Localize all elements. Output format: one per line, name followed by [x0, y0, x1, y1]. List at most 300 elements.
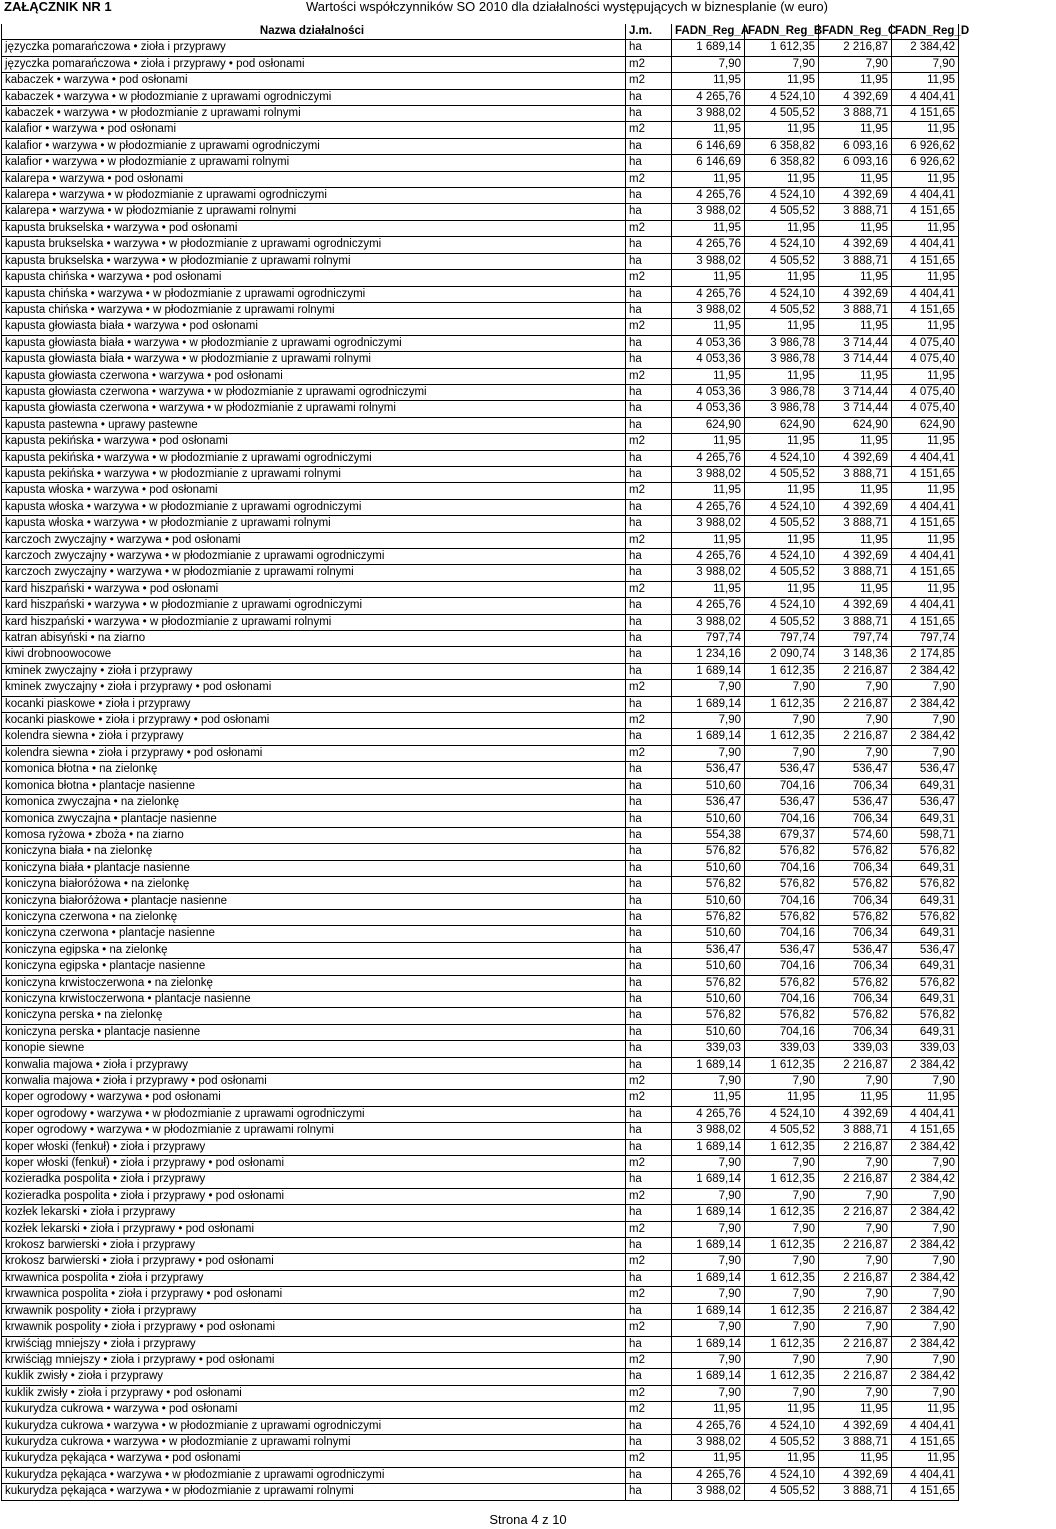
table-row: [2, 89, 959, 105]
table-row: [2, 1057, 959, 1073]
value-reg-a-cell: 7,90: [672, 1287, 745, 1303]
table-row: [2, 663, 959, 679]
activity-name-cell: krwawnik pospolity • zioła i przyprawy • pod osłonami: [2, 1320, 626, 1336]
table-row: [2, 745, 959, 761]
unit-cell: ha: [626, 204, 672, 220]
table-row: [2, 1139, 959, 1155]
table-row: [2, 549, 959, 565]
unit-cell: m2: [626, 483, 672, 499]
activity-name-cell: kapusta włoska • warzywa • pod osłonami: [2, 483, 626, 499]
value-reg-a-cell: 339,03: [672, 1041, 745, 1057]
value-reg-a-cell: 576,82: [672, 877, 745, 893]
value-reg-b-cell: 4 524,10: [745, 1418, 819, 1434]
value-reg-d-cell: 649,31: [892, 1024, 959, 1040]
value-reg-b-cell: 11,95: [745, 220, 819, 236]
value-reg-b-cell: 1 612,35: [745, 40, 819, 56]
table-row: [2, 302, 959, 318]
activity-name-cell: konwalia majowa • zioła i przyprawy • pod osłonami: [2, 1074, 626, 1090]
unit-cell: ha: [626, 877, 672, 893]
value-reg-d-cell: 4 075,40: [892, 335, 959, 351]
value-reg-b-cell: 1 612,35: [745, 1172, 819, 1188]
value-reg-c-cell: 706,34: [819, 778, 892, 794]
value-reg-c-cell: 2 216,87: [819, 663, 892, 679]
value-reg-c-cell: 576,82: [819, 844, 892, 860]
value-reg-d-cell: 649,31: [892, 811, 959, 827]
value-reg-a-cell: 11,95: [672, 483, 745, 499]
value-reg-a-cell: 4 265,76: [672, 188, 745, 204]
activity-name-cell: kalarepa • warzywa • w płodozmianie z uprawami rolnymi: [2, 204, 626, 220]
value-reg-a-cell: 624,90: [672, 417, 745, 433]
value-reg-c-cell: 11,95: [819, 532, 892, 548]
value-reg-d-cell: 649,31: [892, 926, 959, 942]
value-reg-b-cell: 4 505,52: [745, 106, 819, 122]
value-reg-d-cell: 649,31: [892, 860, 959, 876]
value-reg-a-cell: 11,95: [672, 171, 745, 187]
value-reg-a-cell: 11,95: [672, 1402, 745, 1418]
activity-name-cell: koniczyna egipska • na zielonkę: [2, 942, 626, 958]
activity-name-cell: krokosz barwierski • zioła i przyprawy: [2, 1238, 626, 1254]
value-reg-d-cell: 7,90: [892, 1385, 959, 1401]
value-reg-c-cell: 11,95: [819, 319, 892, 335]
table-row: [2, 1418, 959, 1434]
value-reg-d-cell: 4 404,41: [892, 1418, 959, 1434]
value-reg-b-cell: 3 986,78: [745, 401, 819, 417]
table-row: [2, 713, 959, 729]
value-reg-a-cell: 7,90: [672, 1188, 745, 1204]
value-reg-d-cell: 11,95: [892, 483, 959, 499]
value-reg-d-cell: 2 384,42: [892, 1270, 959, 1286]
value-reg-c-cell: 2 216,87: [819, 729, 892, 745]
activity-name-cell: kalafior • warzywa • w płodozmianie z uprawami ogrodniczymi: [2, 138, 626, 154]
table-row: [2, 909, 959, 925]
value-reg-c-cell: 4 392,69: [819, 1106, 892, 1122]
table-row: [2, 73, 959, 89]
value-reg-d-cell: 2 384,42: [892, 40, 959, 56]
value-reg-a-cell: 7,90: [672, 713, 745, 729]
column-header-unit: J.m.: [626, 24, 672, 40]
value-reg-c-cell: 7,90: [819, 1221, 892, 1237]
value-reg-a-cell: 576,82: [672, 844, 745, 860]
value-reg-d-cell: 4 075,40: [892, 352, 959, 368]
table-row: [2, 1106, 959, 1122]
activity-name-cell: kabaczek • warzywa • pod osłonami: [2, 73, 626, 89]
column-header-reg-d: FADN_Reg_D: [892, 24, 959, 40]
value-reg-a-cell: 1 689,14: [672, 1270, 745, 1286]
unit-cell: ha: [626, 844, 672, 860]
value-reg-c-cell: 706,34: [819, 1024, 892, 1040]
value-reg-a-cell: 1 689,14: [672, 1139, 745, 1155]
activity-name-cell: kukurydza cukrowa • warzywa • w płodozmianie z uprawami rolnymi: [2, 1434, 626, 1450]
value-reg-c-cell: 3 888,71: [819, 106, 892, 122]
activity-name-cell: karczoch zwyczajny • warzywa • w płodozmianie z uprawami ogrodniczymi: [2, 549, 626, 565]
value-reg-c-cell: 3 888,71: [819, 614, 892, 630]
value-reg-d-cell: 11,95: [892, 319, 959, 335]
value-reg-d-cell: 4 404,41: [892, 188, 959, 204]
value-reg-a-cell: 7,90: [672, 1254, 745, 1270]
value-reg-b-cell: 624,90: [745, 417, 819, 433]
value-reg-a-cell: 4 265,76: [672, 1418, 745, 1434]
table-row: [2, 122, 959, 138]
table-row: [2, 40, 959, 56]
unit-cell: ha: [626, 1434, 672, 1450]
value-reg-d-cell: 11,95: [892, 434, 959, 450]
value-reg-c-cell: 4 392,69: [819, 499, 892, 515]
unit-cell: ha: [626, 450, 672, 466]
value-reg-a-cell: 510,60: [672, 926, 745, 942]
value-reg-b-cell: 3 986,78: [745, 352, 819, 368]
value-reg-d-cell: 339,03: [892, 1041, 959, 1057]
table-row: [2, 860, 959, 876]
value-reg-a-cell: 576,82: [672, 909, 745, 925]
value-reg-b-cell: 704,16: [745, 991, 819, 1007]
value-reg-a-cell: 6 146,69: [672, 138, 745, 154]
value-reg-b-cell: 1 612,35: [745, 696, 819, 712]
activity-name-cell: kapusta brukselska • warzywa • w płodozmianie z uprawami rolnymi: [2, 253, 626, 269]
value-reg-d-cell: 576,82: [892, 844, 959, 860]
value-reg-b-cell: 4 524,10: [745, 549, 819, 565]
value-reg-a-cell: 510,60: [672, 860, 745, 876]
unit-cell: ha: [626, 696, 672, 712]
value-reg-c-cell: 3 714,44: [819, 352, 892, 368]
value-reg-b-cell: 704,16: [745, 926, 819, 942]
activity-name-cell: kozieradka pospolita • zioła i przyprawy • pod osłonami: [2, 1188, 626, 1204]
value-reg-a-cell: 510,60: [672, 778, 745, 794]
value-reg-d-cell: 6 926,62: [892, 155, 959, 171]
value-reg-a-cell: 1 689,14: [672, 663, 745, 679]
activity-name-cell: koper ogrodowy • warzywa • w płodozmianie z uprawami rolnymi: [2, 1123, 626, 1139]
table-row: [2, 991, 959, 1007]
table-row: [2, 237, 959, 253]
table-row: [2, 171, 959, 187]
value-reg-c-cell: 2 216,87: [819, 1139, 892, 1155]
unit-cell: m2: [626, 1090, 672, 1106]
value-reg-d-cell: 4 404,41: [892, 89, 959, 105]
unit-cell: ha: [626, 1123, 672, 1139]
value-reg-c-cell: 11,95: [819, 220, 892, 236]
value-reg-c-cell: 7,90: [819, 680, 892, 696]
value-reg-c-cell: 2 216,87: [819, 1205, 892, 1221]
value-reg-b-cell: 4 524,10: [745, 450, 819, 466]
table-row: [2, 926, 959, 942]
value-reg-b-cell: 1 612,35: [745, 1139, 819, 1155]
activity-name-cell: krwawnica pospolita • zioła i przyprawy: [2, 1270, 626, 1286]
unit-cell: m2: [626, 56, 672, 72]
activity-name-cell: koniczyna czerwona • na zielonkę: [2, 909, 626, 925]
table-row: [2, 434, 959, 450]
activity-name-cell: kukurydza cukrowa • warzywa • w płodozmianie z uprawami ogrodniczymi: [2, 1418, 626, 1434]
unit-cell: m2: [626, 1188, 672, 1204]
value-reg-d-cell: 576,82: [892, 877, 959, 893]
unit-cell: m2: [626, 1074, 672, 1090]
value-reg-a-cell: 510,60: [672, 1024, 745, 1040]
value-reg-a-cell: 797,74: [672, 631, 745, 647]
activity-name-cell: kalarepa • warzywa • pod osłonami: [2, 171, 626, 187]
activity-name-cell: kozieradka pospolita • zioła i przyprawy: [2, 1172, 626, 1188]
activity-name-cell: języczka pomarańczowa • zioła i przyprawy • pod osłonami: [2, 56, 626, 72]
value-reg-a-cell: 3 988,02: [672, 253, 745, 269]
value-reg-d-cell: 4 404,41: [892, 450, 959, 466]
value-reg-c-cell: 11,95: [819, 1090, 892, 1106]
table-row: [2, 1352, 959, 1368]
unit-cell: ha: [626, 762, 672, 778]
value-reg-b-cell: 2 090,74: [745, 647, 819, 663]
value-reg-c-cell: 4 392,69: [819, 286, 892, 302]
value-reg-b-cell: 11,95: [745, 1090, 819, 1106]
value-reg-a-cell: 536,47: [672, 942, 745, 958]
unit-cell: ha: [626, 647, 672, 663]
value-reg-a-cell: 1 689,14: [672, 696, 745, 712]
activity-name-cell: kapusta włoska • warzywa • w płodozmianie z uprawami ogrodniczymi: [2, 499, 626, 515]
table-row: [2, 680, 959, 696]
unit-cell: ha: [626, 1238, 672, 1254]
activity-name-cell: kapusta pastewna • uprawy pastewne: [2, 417, 626, 433]
table-row: [2, 155, 959, 171]
value-reg-b-cell: 6 358,82: [745, 138, 819, 154]
table-row: [2, 1074, 959, 1090]
activity-name-cell: karczoch zwyczajny • warzywa • pod osłonami: [2, 532, 626, 548]
value-reg-b-cell: 4 505,52: [745, 516, 819, 532]
value-reg-a-cell: 3 988,02: [672, 1123, 745, 1139]
value-reg-b-cell: 1 612,35: [745, 663, 819, 679]
value-reg-b-cell: 7,90: [745, 680, 819, 696]
value-reg-b-cell: 1 612,35: [745, 729, 819, 745]
activity-name-cell: języczka pomarańczowa • zioła i przyprawy: [2, 40, 626, 56]
value-reg-a-cell: 7,90: [672, 745, 745, 761]
activity-name-cell: kabaczek • warzywa • w płodozmianie z uprawami rolnymi: [2, 106, 626, 122]
unit-cell: m2: [626, 368, 672, 384]
value-reg-d-cell: 4 404,41: [892, 237, 959, 253]
value-reg-a-cell: 11,95: [672, 1451, 745, 1467]
value-reg-a-cell: 1 689,14: [672, 1369, 745, 1385]
column-header-reg-c: FADN_Reg_C: [819, 24, 892, 40]
table-row: [2, 532, 959, 548]
unit-cell: ha: [626, 237, 672, 253]
activity-name-cell: koniczyna białoróżowa • plantacje nasienne: [2, 893, 626, 909]
value-reg-c-cell: 3 714,44: [819, 401, 892, 417]
activity-name-cell: komosa ryżowa • zboża • na ziarno: [2, 827, 626, 843]
table-row: [2, 647, 959, 663]
value-reg-a-cell: 536,47: [672, 795, 745, 811]
table-row: [2, 975, 959, 991]
activity-name-cell: koper ogrodowy • warzywa • w płodozmianie z uprawami ogrodniczymi: [2, 1106, 626, 1122]
value-reg-d-cell: 4 151,65: [892, 106, 959, 122]
value-reg-d-cell: 7,90: [892, 1221, 959, 1237]
table-row: [2, 696, 959, 712]
value-reg-b-cell: 11,95: [745, 434, 819, 450]
activity-name-cell: kabaczek • warzywa • w płodozmianie z uprawami ogrodniczymi: [2, 89, 626, 105]
activity-name-cell: kiwi drobnoowocowe: [2, 647, 626, 663]
table-row: [2, 1024, 959, 1040]
value-reg-b-cell: 1 612,35: [745, 1336, 819, 1352]
value-reg-b-cell: 4 505,52: [745, 253, 819, 269]
value-reg-b-cell: 4 524,10: [745, 89, 819, 105]
value-reg-d-cell: 4 151,65: [892, 1434, 959, 1450]
unit-cell: m2: [626, 1221, 672, 1237]
unit-cell: ha: [626, 1172, 672, 1188]
value-reg-c-cell: 706,34: [819, 811, 892, 827]
value-reg-a-cell: 4 053,36: [672, 352, 745, 368]
value-reg-d-cell: 797,74: [892, 631, 959, 647]
value-reg-a-cell: 510,60: [672, 991, 745, 1007]
activity-name-cell: kukurydza cukrowa • warzywa • pod osłonami: [2, 1402, 626, 1418]
column-header-reg-b: FADN_Reg_B: [745, 24, 819, 40]
table-row: [2, 1303, 959, 1319]
activity-name-cell: kukurydza pękająca • warzywa • pod osłonami: [2, 1451, 626, 1467]
value-reg-d-cell: 2 384,42: [892, 1057, 959, 1073]
value-reg-b-cell: 11,95: [745, 122, 819, 138]
value-reg-c-cell: 3 714,44: [819, 335, 892, 351]
unit-cell: ha: [626, 1139, 672, 1155]
table-row: [2, 1188, 959, 1204]
value-reg-d-cell: 576,82: [892, 1008, 959, 1024]
table-row: [2, 1156, 959, 1172]
value-reg-c-cell: 574,60: [819, 827, 892, 843]
table-row: [2, 499, 959, 515]
value-reg-b-cell: 11,95: [745, 1402, 819, 1418]
unit-cell: ha: [626, 466, 672, 482]
value-reg-d-cell: 2 384,42: [892, 1303, 959, 1319]
value-reg-a-cell: 11,95: [672, 220, 745, 236]
activity-name-cell: kapusta głowiasta biała • warzywa • pod osłonami: [2, 319, 626, 335]
activity-name-cell: kapusta włoska • warzywa • w płodozmianie z uprawami rolnymi: [2, 516, 626, 532]
table-row: [2, 1008, 959, 1024]
value-reg-b-cell: 3 986,78: [745, 335, 819, 351]
value-reg-d-cell: 7,90: [892, 1352, 959, 1368]
value-reg-c-cell: 11,95: [819, 122, 892, 138]
table-row: [2, 106, 959, 122]
value-reg-c-cell: 7,90: [819, 1385, 892, 1401]
value-reg-c-cell: 11,95: [819, 1402, 892, 1418]
value-reg-b-cell: 7,90: [745, 1352, 819, 1368]
table-row: [2, 483, 959, 499]
activity-name-cell: koper ogrodowy • warzywa • pod osłonami: [2, 1090, 626, 1106]
unit-cell: m2: [626, 713, 672, 729]
unit-cell: ha: [626, 1418, 672, 1434]
value-reg-d-cell: 2 384,42: [892, 663, 959, 679]
value-reg-a-cell: 3 988,02: [672, 302, 745, 318]
unit-cell: m2: [626, 1385, 672, 1401]
table-row: [2, 417, 959, 433]
value-reg-b-cell: 704,16: [745, 811, 819, 827]
activity-name-cell: kuklik zwisły • zioła i przyprawy • pod osłonami: [2, 1385, 626, 1401]
unit-cell: m2: [626, 1352, 672, 1368]
activity-name-cell: kolendra siewna • zioła i przyprawy • pod osłonami: [2, 745, 626, 761]
unit-cell: ha: [626, 893, 672, 909]
unit-cell: ha: [626, 631, 672, 647]
value-reg-d-cell: 7,90: [892, 1156, 959, 1172]
value-reg-a-cell: 510,60: [672, 811, 745, 827]
value-reg-b-cell: 1 612,35: [745, 1303, 819, 1319]
value-reg-c-cell: 11,95: [819, 171, 892, 187]
unit-cell: m2: [626, 532, 672, 548]
table-row: [2, 368, 959, 384]
unit-cell: ha: [626, 1057, 672, 1073]
value-reg-b-cell: 7,90: [745, 745, 819, 761]
value-reg-c-cell: 7,90: [819, 1352, 892, 1368]
coefficients-table: [1, 24, 970, 1501]
unit-cell: ha: [626, 663, 672, 679]
activity-name-cell: koniczyna perska • plantacje nasienne: [2, 1024, 626, 1040]
value-reg-d-cell: 4 075,40: [892, 401, 959, 417]
activity-name-cell: kolendra siewna • zioła i przyprawy: [2, 729, 626, 745]
value-reg-b-cell: 11,95: [745, 319, 819, 335]
activity-name-cell: koniczyna egipska • plantacje nasienne: [2, 959, 626, 975]
value-reg-c-cell: 7,90: [819, 1188, 892, 1204]
value-reg-a-cell: 11,95: [672, 73, 745, 89]
activity-name-cell: kalafior • warzywa • w płodozmianie z uprawami rolnymi: [2, 155, 626, 171]
activity-name-cell: krwawnica pospolita • zioła i przyprawy • pod osłonami: [2, 1287, 626, 1303]
value-reg-c-cell: 2 216,87: [819, 1238, 892, 1254]
value-reg-d-cell: 4 151,65: [892, 302, 959, 318]
value-reg-b-cell: 7,90: [745, 56, 819, 72]
value-reg-a-cell: 6 146,69: [672, 155, 745, 171]
value-reg-b-cell: 704,16: [745, 1024, 819, 1040]
activity-name-cell: kapusta pekińska • warzywa • w płodozmianie z uprawami ogrodniczymi: [2, 450, 626, 466]
value-reg-d-cell: 4 151,65: [892, 1123, 959, 1139]
activity-name-cell: kapusta chińska • warzywa • w płodozmianie z uprawami ogrodniczymi: [2, 286, 626, 302]
header-row: [2, 24, 959, 40]
activity-name-cell: kapusta pekińska • warzywa • w płodozmianie z uprawami rolnymi: [2, 466, 626, 482]
table-row: [2, 188, 959, 204]
activity-name-cell: kapusta głowiasta biała • warzywa • w płodozmianie z uprawami rolnymi: [2, 352, 626, 368]
value-reg-c-cell: 7,90: [819, 713, 892, 729]
value-reg-a-cell: 4 265,76: [672, 450, 745, 466]
value-reg-c-cell: 706,34: [819, 860, 892, 876]
value-reg-c-cell: 11,95: [819, 434, 892, 450]
value-reg-d-cell: 624,90: [892, 417, 959, 433]
unit-cell: ha: [626, 598, 672, 614]
value-reg-c-cell: 7,90: [819, 56, 892, 72]
value-reg-d-cell: 11,95: [892, 220, 959, 236]
unit-cell: m2: [626, 745, 672, 761]
value-reg-c-cell: 536,47: [819, 942, 892, 958]
value-reg-c-cell: 4 392,69: [819, 450, 892, 466]
value-reg-d-cell: 2 384,42: [892, 1369, 959, 1385]
value-reg-a-cell: 3 988,02: [672, 1484, 745, 1500]
unit-cell: ha: [626, 40, 672, 56]
unit-cell: m2: [626, 171, 672, 187]
value-reg-a-cell: 11,95: [672, 532, 745, 548]
unit-cell: ha: [626, 1303, 672, 1319]
table-row: [2, 450, 959, 466]
table-row: [2, 204, 959, 220]
unit-cell: ha: [626, 959, 672, 975]
value-reg-d-cell: 7,90: [892, 745, 959, 761]
value-reg-a-cell: 3 988,02: [672, 106, 745, 122]
value-reg-a-cell: 4 265,76: [672, 1467, 745, 1483]
unit-cell: ha: [626, 942, 672, 958]
activity-name-cell: krwiściąg mniejszy • zioła i przyprawy: [2, 1336, 626, 1352]
table-row: [2, 1270, 959, 1286]
value-reg-a-cell: 7,90: [672, 1385, 745, 1401]
document-title: Wartości współczynników SO 2010 dla działalności występujących w biznesplanie (w euro): [306, 0, 828, 14]
value-reg-b-cell: 1 612,35: [745, 1238, 819, 1254]
activity-name-cell: kapusta brukselska • warzywa • w płodozmianie z uprawami ogrodniczymi: [2, 237, 626, 253]
unit-cell: ha: [626, 302, 672, 318]
value-reg-c-cell: 3 888,71: [819, 466, 892, 482]
value-reg-b-cell: 4 524,10: [745, 1467, 819, 1483]
value-reg-b-cell: 11,95: [745, 532, 819, 548]
unit-cell: m2: [626, 220, 672, 236]
value-reg-b-cell: 7,90: [745, 1074, 819, 1090]
value-reg-d-cell: 649,31: [892, 959, 959, 975]
value-reg-c-cell: 4 392,69: [819, 89, 892, 105]
value-reg-a-cell: 11,95: [672, 368, 745, 384]
value-reg-a-cell: 1 689,14: [672, 1336, 745, 1352]
table-row: [2, 1320, 959, 1336]
activity-name-cell: kukurydza pękająca • warzywa • w płodozmianie z uprawami rolnymi: [2, 1484, 626, 1500]
value-reg-c-cell: 576,82: [819, 975, 892, 991]
